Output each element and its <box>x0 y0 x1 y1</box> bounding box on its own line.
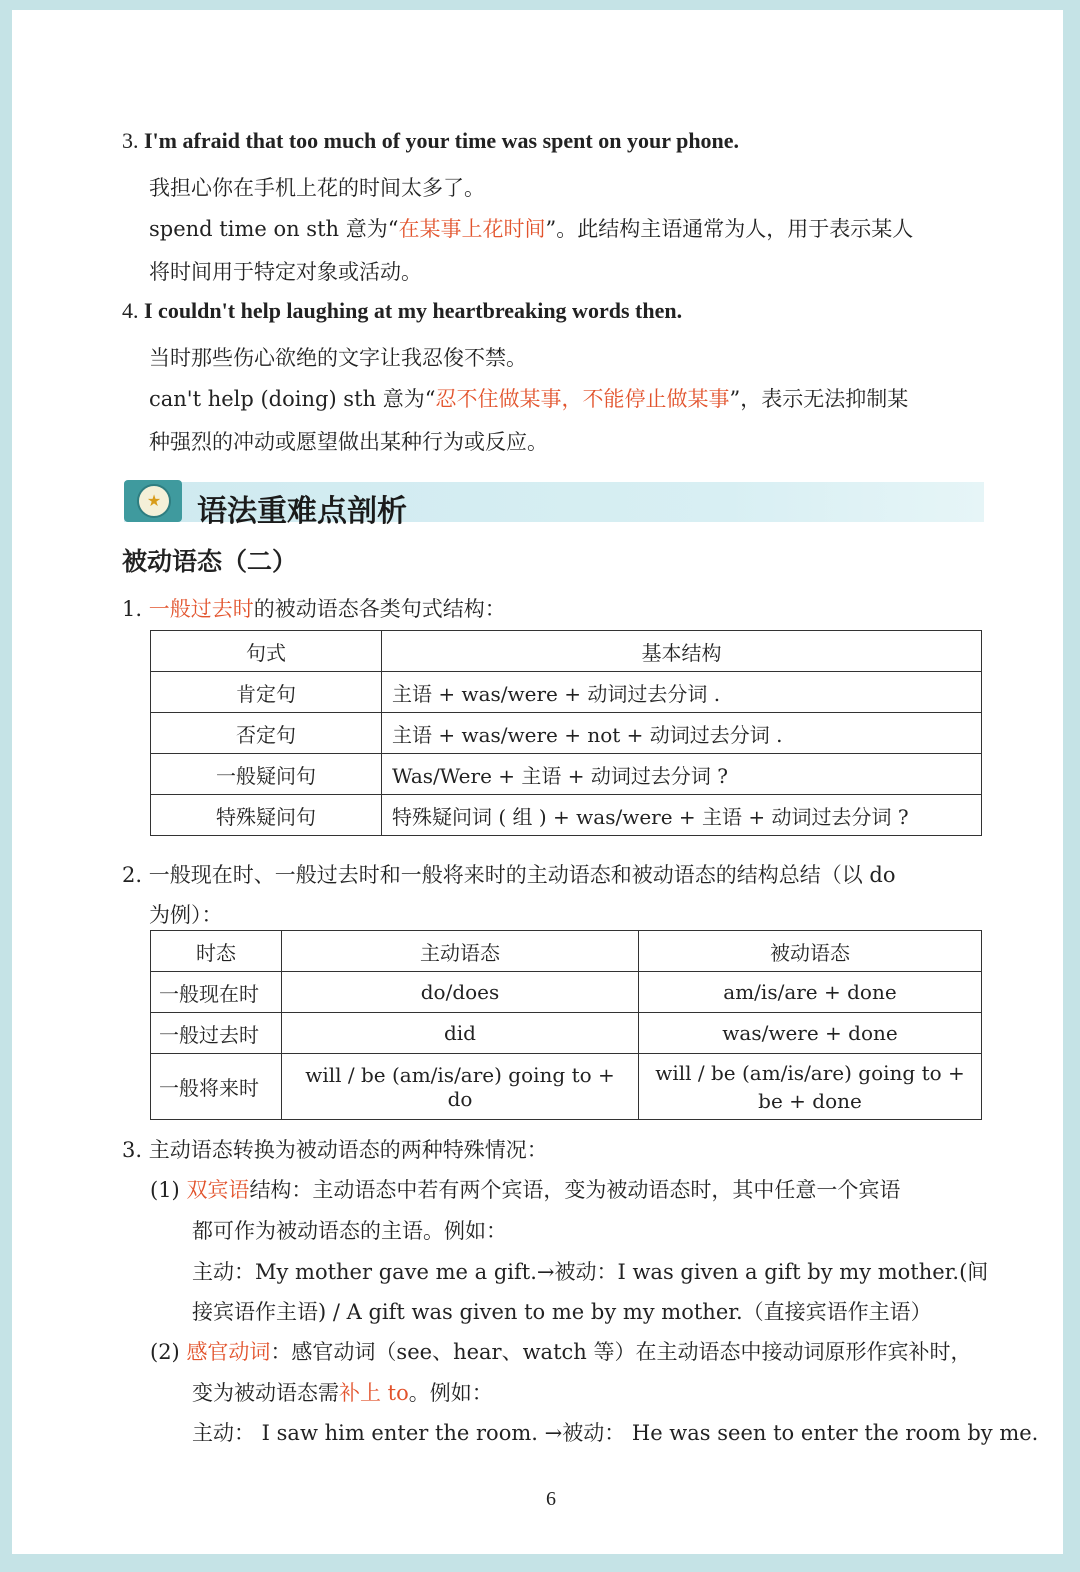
q3-number: 3. <box>122 128 139 153</box>
table-cell: will / be (am/is/are) going to + do <box>282 1054 639 1120</box>
p3-heading: 3. 主动语态转换为被动语态的两种特殊情况： <box>122 1138 548 1162</box>
table-row <box>151 1054 982 1120</box>
q3-sentence-line <box>122 128 739 154</box>
q4-number: 4. <box>122 298 139 323</box>
p1-heading <box>122 593 506 623</box>
table-row <box>151 672 982 713</box>
table-header-cell: 被动语态 <box>639 931 982 972</box>
table-cell: 一般现在时 <box>151 972 282 1013</box>
p3-item2-highlight2: 补上 to <box>339 1381 409 1405</box>
passive-past-table <box>150 630 982 836</box>
table-row <box>151 972 982 1013</box>
p3-item1-number: (1) <box>150 1178 180 1202</box>
p3-item2-line3: 主动： I saw him enter the room. →被动： He was seen to enter the room by me. <box>192 1421 1039 1445</box>
q3-note-cont: 将时间用于特定对象或活动。 <box>149 260 422 284</box>
table-cell: do/does <box>282 972 639 1013</box>
p3-item1-highlight: 双宾语 <box>186 1178 250 1202</box>
table-cell: 一般疑问句 <box>151 754 382 795</box>
page-number: 6 <box>546 1488 556 1510</box>
q4-sentence-line <box>122 298 682 324</box>
table-row <box>151 713 982 754</box>
page <box>12 10 1063 1554</box>
p3-item2-text-a: 变为被动语态需 <box>192 1381 339 1405</box>
voice-summary-table <box>150 930 982 1120</box>
table-header-cell: 句式 <box>151 631 382 672</box>
table-cell: 主语 + was/were + not + 动词过去分词 . <box>382 713 982 754</box>
table-header-cell: 基本结构 <box>382 631 982 672</box>
table-cell: 特殊疑问句 <box>151 795 382 836</box>
q3-note-text-b: ”。此结构主语通常为人，用于表示某人 <box>545 217 914 241</box>
table-row <box>151 754 982 795</box>
q3-translation: 我担心你在手机上花的时间太多了。 <box>149 176 485 200</box>
q4-note-text-a: can't help (doing) sth 意为“ <box>149 387 436 411</box>
table-header-row <box>151 631 982 672</box>
star-medal-icon: ★ <box>137 484 171 518</box>
table-cell: Was/Were + 主语 + 动词过去分词 ? <box>382 754 982 795</box>
p3-item2-line1 <box>150 1336 971 1366</box>
p2-line1: 2. 一般现在时、一般过去时和一般将来时的主动语态和被动语态的结构总结（以 do <box>122 863 896 887</box>
table-cell: was/were + done <box>639 1013 982 1054</box>
table-cell-line: will / be (am/is/are) going to + <box>655 1060 965 1085</box>
table-header-row <box>151 931 982 972</box>
subheading: 被动语态（二） <box>122 547 298 576</box>
p1-text: 的被动语态各类句式结构： <box>253 597 506 621</box>
table-row <box>151 795 982 836</box>
table-cell-line: be + done <box>758 1088 862 1113</box>
p3-item2-text: ：感官动词（see、hear、watch 等）在主动语态中接动词原形作宾补时， <box>270 1340 972 1364</box>
table-cell: 一般将来时 <box>151 1054 282 1120</box>
table-cell: am/is/are + done <box>639 972 982 1013</box>
q4-note-cont: 种强烈的冲动或愿望做出某种行为或反应。 <box>149 430 548 454</box>
p3-item1-line4: 接宾语作主语) / A gift was given to me by my mother.（直接宾语作主语） <box>192 1300 932 1324</box>
q4-sentence: I couldn't help laughing at my heartbreaking words then. <box>144 298 683 323</box>
table-header-cell: 时态 <box>151 931 282 972</box>
table-cell: did <box>282 1013 639 1054</box>
table-cell: 否定句 <box>151 713 382 754</box>
p2-line2: 为例）： <box>149 903 223 927</box>
table-row <box>151 1013 982 1054</box>
q4-note-text-b: ”，表示无法抑制某 <box>729 387 909 411</box>
p3-item2-number: (2) <box>150 1340 180 1364</box>
q3-note-highlight: 在某事上花时间 <box>398 217 546 241</box>
table-header-cell: 主动语态 <box>282 931 639 972</box>
p3-item1-line3: 主动：My mother gave me a gift.→被动：I was given a gift by my mother.(间 <box>192 1260 989 1284</box>
p3-item1-line2: 都可作为被动语态的主语。例如： <box>192 1219 507 1243</box>
p3-item1-text: 结构：主动语态中若有两个宾语，变为被动语态时，其中任意一个宾语 <box>249 1178 901 1202</box>
q3-sentence: I'm afraid that too much of your time was spent on your phone. <box>144 128 740 153</box>
p1-highlight: 一般过去时 <box>148 597 254 621</box>
q4-note <box>149 383 908 413</box>
table-cell: 主语 + was/were + 动词过去分词 . <box>382 672 982 713</box>
q3-note-text-a: spend time on sth 意为“ <box>149 217 399 241</box>
p3-item2-line2 <box>192 1377 493 1407</box>
p1-number: 1. <box>122 597 143 621</box>
table-cell: 特殊疑问词 ( 组 ) + was/were + 主语 + 动词过去分词 ? <box>382 795 982 836</box>
table-cell <box>639 1054 982 1120</box>
table-cell: 一般过去时 <box>151 1013 282 1054</box>
section-title: 语法重难点剖析 <box>197 494 407 529</box>
p3-item2-highlight: 感官动词 <box>186 1340 271 1364</box>
p3-item1-line1 <box>150 1174 900 1204</box>
table-cell: 肯定句 <box>151 672 382 713</box>
q3-note <box>149 213 913 243</box>
q4-note-highlight: 忍不住做某事，不能停止做某事 <box>435 387 730 411</box>
q4-translation: 当时那些伤心欲绝的文字让我忍俊不禁。 <box>149 346 527 370</box>
p3-item2-text-b: 。例如： <box>408 1381 493 1405</box>
